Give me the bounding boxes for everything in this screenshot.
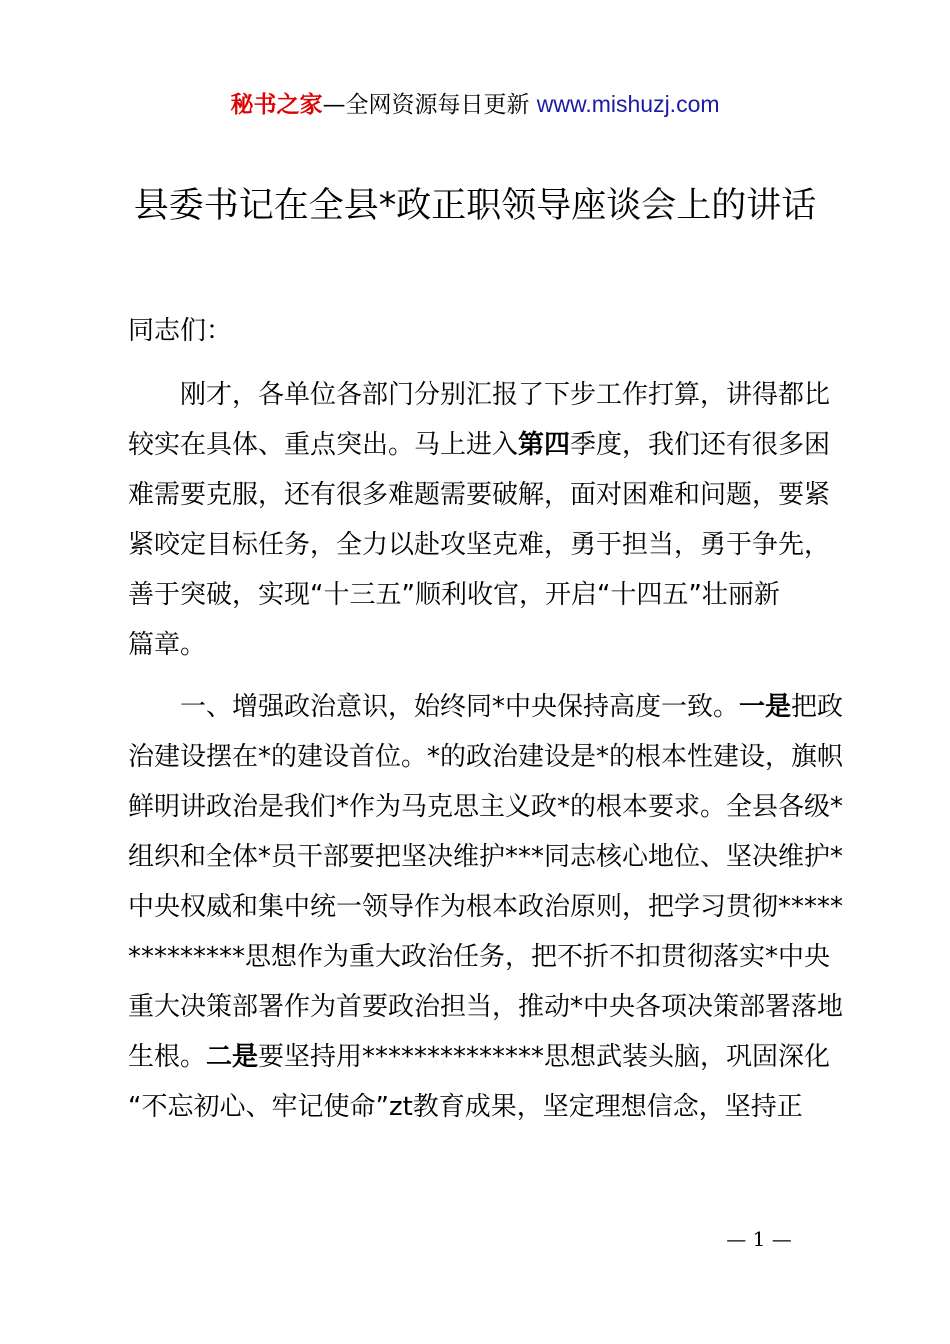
text-line [128,1032,838,1082]
text-line: 组织和全体*员干部要把坚决维护***同志核心地位、坚决维护* [128,842,844,872]
text-line: 紧咬定目标任务，全力以赴攻坚克难，勇于担当，勇于争先， [128,530,831,560]
text-segment: 较实在具体、重点突出。马上进入 [128,430,519,460]
page-number: — 1 — [726,1227,792,1251]
text-line: 刚才，各单位各部门分别汇报了下步工作打算，讲得都比 [180,380,831,410]
text-line: 中央权威和集中统一领导作为根本政治原则，把学习贯彻***** [128,892,844,922]
paragraph-1 [128,370,838,670]
salutation [128,306,838,356]
bold-text: 一是 [739,692,792,722]
brand-name: 秘书之家 [230,92,323,118]
bold-text: 二是 [206,1042,259,1072]
site-header [0,88,950,121]
section-heading: 一、增强政治意识，始终同*中央保持高度一致。 [180,692,740,722]
header-slogan: —全网资源每日更新 [322,92,537,118]
text-line: 治建设摆在*的建设首位。*的政治建设是*的根本性建设，旗帜 [128,742,844,772]
text-segment: 生根。 [128,1042,207,1072]
text-segment: 季度，我们还有很多困 [570,430,831,460]
text-line: 篇章。 [128,630,207,660]
text-segment: 把政 [791,692,844,722]
text-line [128,420,838,470]
text-line: 鲜明讲政治是我们*作为马克思主义政*的根本要求。全县各级* [128,792,844,822]
text-segment: 要坚持用**************思想武装头脑，巩固深化 [258,1042,831,1072]
bold-text: 第四 [518,430,571,460]
site-url[interactable]: www.mishuzj.com [536,91,720,117]
document-title: 县委书记在全县*政正职领导座谈会上的讲话 [133,186,817,226]
text-line: 重大决策部署作为首要政治担当，推动*中央各项决策部署落地 [128,992,844,1022]
text-line [128,682,844,732]
text-line: 难需要克服，还有很多难题需要破解，面对困难和问题，要紧 [128,480,831,510]
salutation-text: 同志们： [128,316,233,346]
text-line: 善于突破，实现“十三五”顺利收官，开启“十四五”壮丽新 [128,580,780,610]
paragraph-2 [128,682,844,1132]
text-line: *********思想作为重大政治任务，把不折不扣贯彻落实*中央 [128,942,831,972]
text-line: “不忘初心、牢记使命”zt教育成果，坚定理想信念，坚持正 [128,1092,803,1122]
